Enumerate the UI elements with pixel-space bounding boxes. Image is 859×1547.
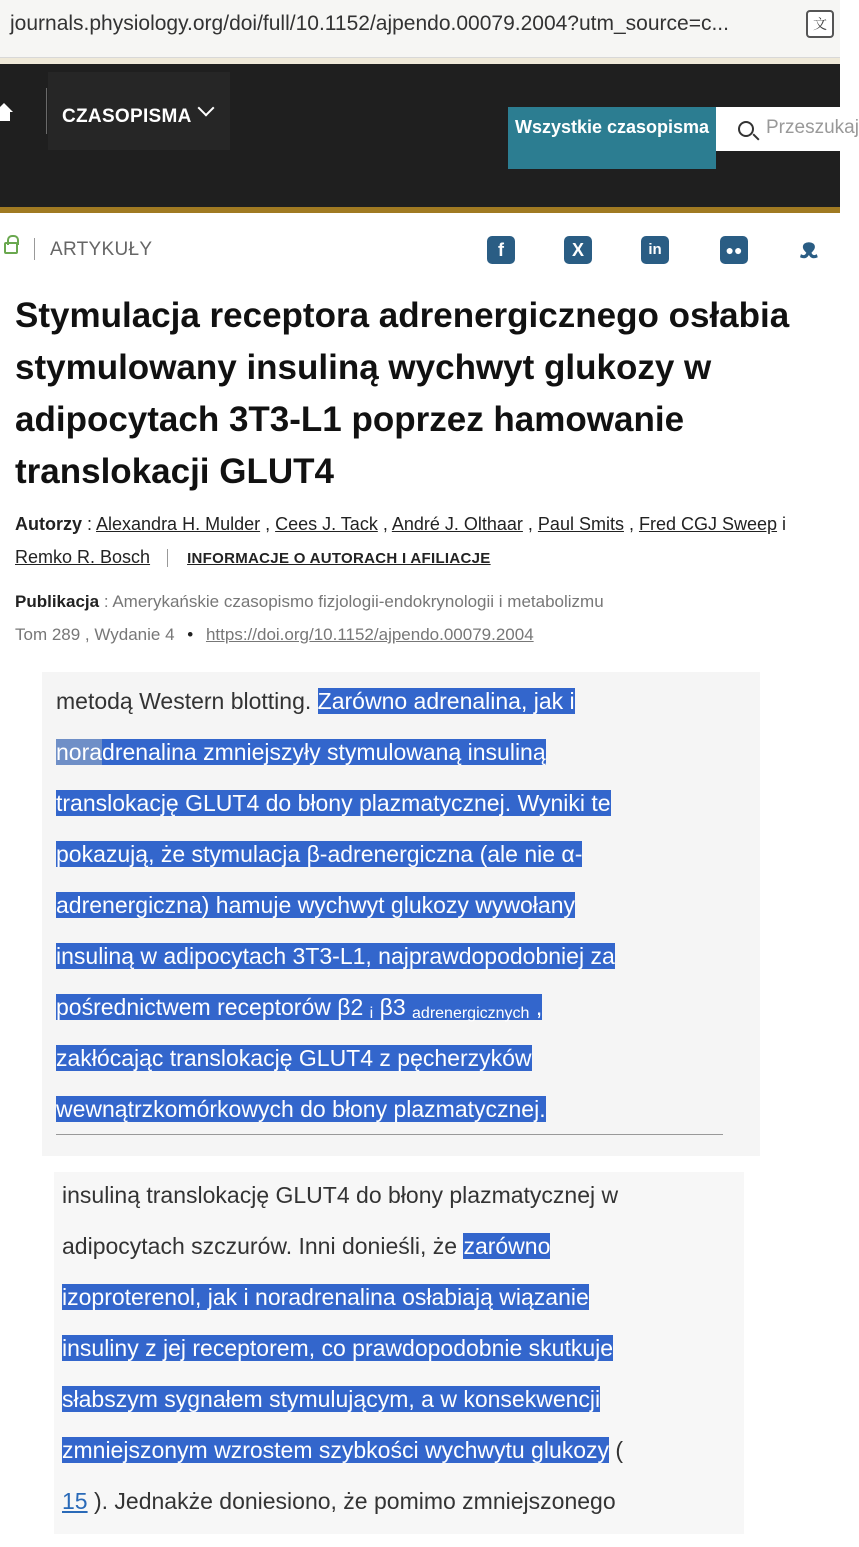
quote2-line (62, 1478, 616, 1524)
quote2-text: insuliną translokację GLUT4 do błony plazmatycznej w (62, 1182, 619, 1208)
volume-issue: Tom 289 , Wydanie 4 (15, 625, 175, 644)
quote2-line (62, 1376, 600, 1422)
quote2-line (62, 1427, 623, 1473)
site-header (0, 64, 859, 207)
home-icon[interactable] (0, 102, 14, 122)
quote2-selected-text: słabszym sygnałem stymulującym, a w konsekwencji (62, 1386, 601, 1412)
quote1-selected-text: , (529, 994, 543, 1020)
lock-icon (4, 242, 18, 254)
publication-label: Publikacja (15, 592, 100, 611)
quote2-text: ( (609, 1437, 624, 1463)
search-icon (738, 121, 754, 137)
quote1-line (56, 729, 546, 775)
header-divider (46, 88, 47, 134)
all-journals-button[interactable]: Wszystkie czasopisma (508, 107, 716, 169)
quote2-line (62, 1274, 589, 1320)
author-link[interactable]: Cees J. Tack (275, 514, 378, 534)
quote1-selected-text: pośrednictwem receptorów β2 (56, 994, 370, 1020)
quote1-rule (56, 1134, 723, 1135)
authors-block: Autorzy : Alexandra H. Mulder , Cees J. Tack , André J. Olthaar , Paul Smits , Fred CGJ Sweep i Remko R. Bosch INFORMACJE O AUTORACH I AFILIACJE (15, 514, 787, 567)
journal-name: Amerykańskie czasopismo fizjologii-endokrynologii i metabolizmu (112, 592, 604, 611)
article-meta-row (0, 228, 840, 274)
quote1-subscript: i (369, 1005, 374, 1022)
meta-divider (34, 238, 35, 260)
author-info-link[interactable]: INFORMACJE O AUTORACH I AFILIACJE (187, 550, 491, 567)
authors-divider (167, 549, 168, 567)
quote1-line (56, 1035, 532, 1081)
browser-address-bar[interactable] (0, 0, 840, 58)
quote1-line (56, 882, 575, 928)
facebook-icon[interactable]: f (487, 236, 515, 264)
reference-link[interactable]: 15 (62, 1488, 88, 1514)
search-placeholder: Przeszukaj (766, 117, 859, 138)
quote2-text: adipocytach szczurów. Inni donieśli, że (62, 1233, 464, 1259)
quote1-selected-text: adrenergiczna) hamuje wychwyt glukozy wywołany (56, 892, 576, 918)
author-link[interactable]: Fred CGJ Sweep (638, 514, 778, 534)
quote1-subscript: adrenergicznych (412, 1005, 530, 1022)
header-gold-bar (0, 207, 840, 213)
translate-icon[interactable]: 文 (806, 10, 834, 38)
quote1-selected-text: zakłócając translokację GLUT4 z pęcherzyków (56, 1045, 532, 1071)
quote1-line (56, 984, 542, 1030)
quote1-selected-text: Zarówno adrenalina, jak i (317, 688, 575, 714)
quote2-selected-text: zmniejszonym wzrostem szybkości wychwytu glukozy (62, 1437, 610, 1463)
quote1-line (56, 780, 611, 826)
quote2-line (62, 1172, 618, 1218)
wechat-icon[interactable]: ●● (720, 236, 748, 264)
quote1-selected-text: nora (56, 739, 103, 765)
author-link[interactable]: Alexandra H. Mulder (96, 514, 261, 534)
quote1-selected-text: wewnątrzkomórkowych do błony plazmatycznej. (56, 1096, 546, 1122)
article-title: Stymulacja receptora adrenergicznego osłabia stymulowany insuliną wychwyt glukozy w adipocytach 3T3-L1 poprzez hamowanie translokacji GLUT4 (15, 296, 790, 491)
quote1-line (56, 1086, 546, 1132)
section-label: ARTYKUŁY (50, 239, 153, 260)
url-text[interactable]: journals.physiology.org/doi/full/10.1152/ajpendo.00079.2004?utm_source=c... (10, 12, 729, 35)
chevron-down-icon (198, 100, 215, 117)
quote2-line (62, 1325, 613, 1371)
bullet-separator: • (187, 625, 194, 644)
journals-menu[interactable] (48, 72, 230, 150)
quote1-text: metodą Western blotting. (56, 688, 318, 714)
authors-and: i (782, 514, 787, 534)
quote2-text: ). Jednakże doniesiono, że pomimo zmniejszonego (87, 1488, 616, 1514)
quote1-line (56, 831, 582, 877)
authors-label: Autorzy (15, 514, 82, 534)
quote2-selected-text: izoproterenol, jak i noradrenalina osłabiają wiązanie (62, 1284, 589, 1310)
quote1-selected-text: translokację GLUT4 do błony plazmatycznej. Wyniki te (56, 790, 611, 816)
quote2-line (62, 1223, 550, 1269)
quote2-selected-text: zarówno (463, 1233, 551, 1259)
quote1-selected-text: drenalina zmniejszyły stymulowaną insuliną (102, 739, 546, 765)
x-icon[interactable]: X (564, 236, 592, 264)
author-link[interactable]: Paul Smits (537, 514, 624, 534)
quote1-line (56, 933, 615, 979)
quote2-selected-text: insuliny z jej receptorem, co prawdopodobnie skutkuje (62, 1335, 614, 1361)
linkedin-icon[interactable]: in (641, 236, 669, 264)
quote1-selected-text: insuliną w adipocytach 3T3-L1, najprawdopodobniej za (56, 943, 615, 969)
publication-block: Publikacja : Amerykańskie czasopismo fizjologii-endokrynologii i metabolizmu Tom 289 , Wydanie 4 • https://doi.org/10.1152/ajpendo.00079.2004 (15, 592, 604, 644)
author-link[interactable]: Remko R. Bosch (15, 547, 151, 567)
quote1-selected-text: β3 (373, 994, 413, 1020)
journals-menu-label: CZASOPISMA (62, 106, 192, 127)
bluesky-icon[interactable]: ᴥ (799, 232, 819, 265)
doi-link[interactable]: https://doi.org/10.1152/ajpendo.00079.2004 (205, 625, 534, 644)
quote1-line (56, 678, 575, 724)
quote1-selected-text: pokazują, że stymulacja β-adrenergiczna (ale nie α- (56, 841, 583, 867)
search-input[interactable] (716, 107, 859, 151)
author-link[interactable]: André J. Olthaar (391, 514, 523, 534)
